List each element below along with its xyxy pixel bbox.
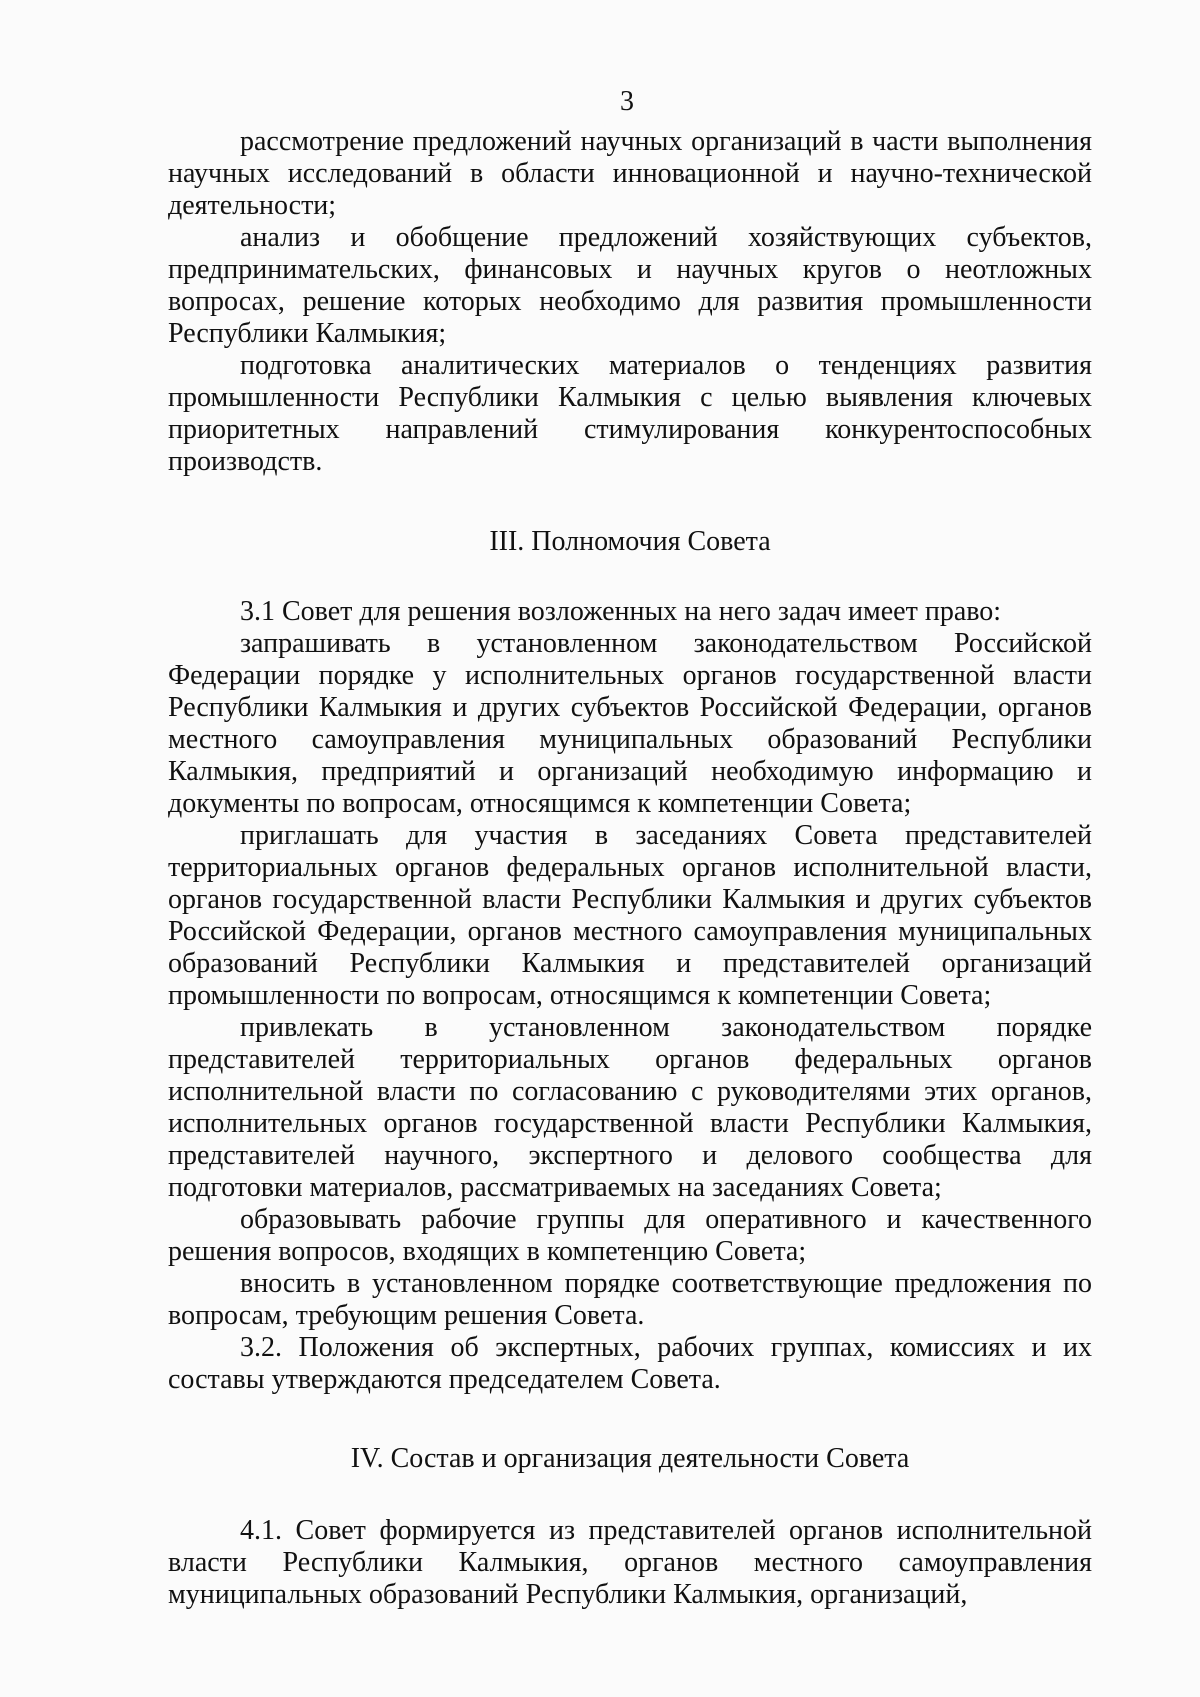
paragraph: вносить в установленном порядке соответствующие предложения по вопросам, требующим решения Совета. bbox=[168, 1268, 1092, 1331]
paragraph: 3.2. Положения об экспертных, рабочих группах, комиссиях и их составы утверждаются председателем Совета. bbox=[168, 1332, 1092, 1395]
paragraph: образовывать рабочие группы для оперативного и качественного решения вопросов, входящих в компетенцию Совета; bbox=[168, 1204, 1092, 1267]
page-number: 3 bbox=[620, 86, 634, 117]
paragraph: анализ и обобщение предложений хозяйствующих субъектов, предпринимательских, финансовых и научных кругов о неотложных вопросах, решение которых необходимо для развития промышленности Республики Калмыкия; bbox=[168, 222, 1092, 349]
paragraph: приглашать для участия в заседаниях Совета представителей территориальных органов федеральных органов исполнительной власти, органов государственной власти Республики Калмыкия и других субъектов Российской Федерации, органов местного самоуправления муниципальных образований Республики Калмыкия и представителей организаций промышленности по вопросам, относящимся к компетенции Совета; bbox=[168, 820, 1092, 1011]
paragraph: привлекать в установленном законодательством порядке представителей территориальных органов федеральных органов исполнительной власти по согласованию с руководителями этих органов, исполнительных органов государственной власти Республики Калмыкия, представителей научного, экспертного и делового сообщества для подготовки материалов, рассматриваемых на заседаниях Совета; bbox=[168, 1012, 1092, 1203]
paragraph: 3.1 Совет для решения возложенных на него задач имеет право: bbox=[240, 596, 1002, 627]
paragraph: рассмотрение предложений научных организаций в части выполнения научных исследований в области инновационной и научно-технической деятельности; bbox=[168, 126, 1092, 221]
section-3-body bbox=[168, 596, 1092, 1396]
section-4-heading: IV. Состав и организация деятельности Совета bbox=[350, 1443, 910, 1474]
paragraph: запрашивать в установленном законодательством Российской Федерации порядке у исполнительных органов государственной власти Республики Калмыкия и других субъектов Российской Федерации, органов местного самоуправления муниципальных образований Республики Калмыкия, предприятий и организаций необходимую информацию и документы по вопросам, относящимся к компетенции Совета; bbox=[168, 628, 1092, 819]
section-3-heading: III. Полномочия Совета bbox=[489, 526, 771, 557]
section-4-body bbox=[168, 1515, 1092, 1611]
paragraph: 4.1. Совет формируется из представителей органов исполнительной власти Республики Калмыкия, органов местного самоуправления муниципальных образований Республики Калмыкия, организаций, bbox=[168, 1515, 1092, 1610]
paragraph: подготовка аналитических материалов о тенденциях развития промышленности Республики Калмыкия с целью выявления ключевых приоритетных направлений стимулирования конкурентоспособных производств. bbox=[168, 350, 1092, 477]
section-2-tail bbox=[168, 126, 1092, 478]
